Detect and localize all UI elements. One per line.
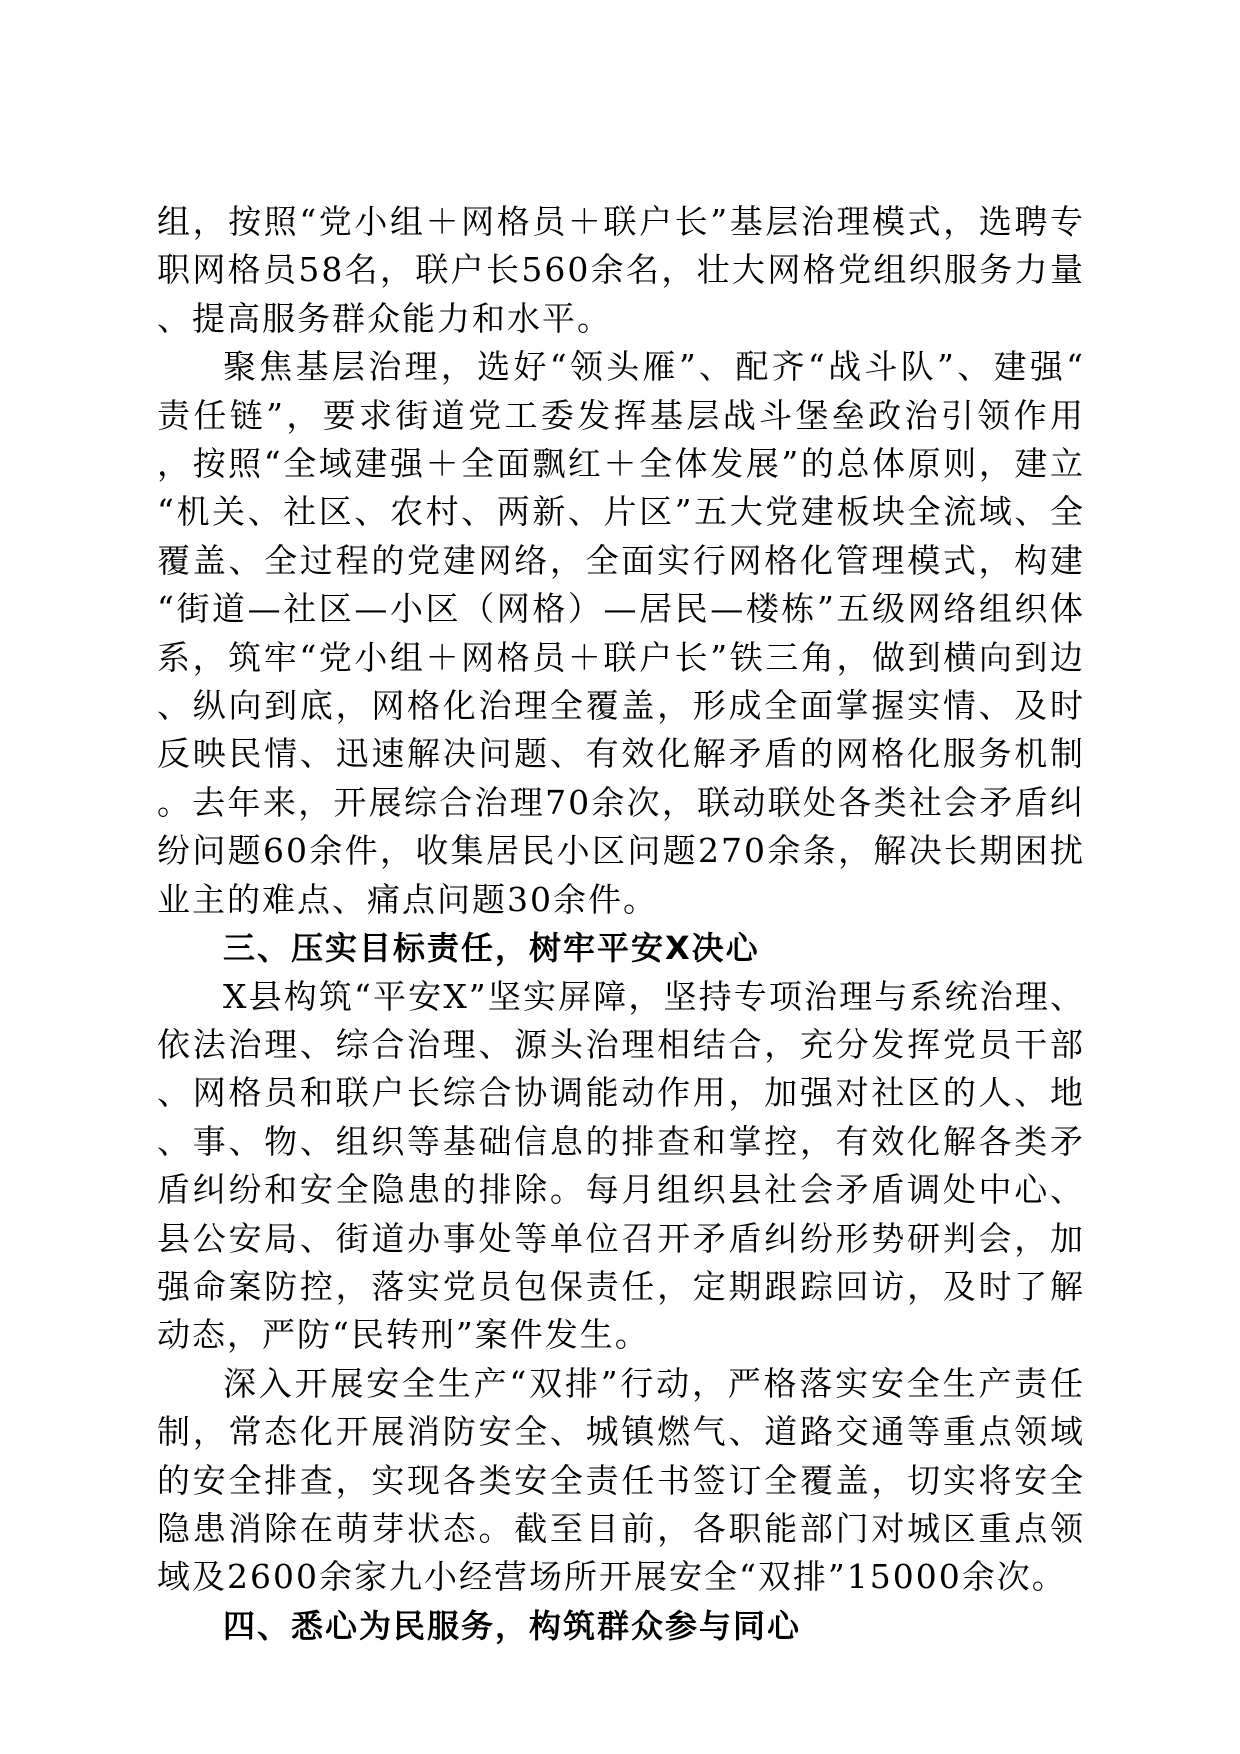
section-heading-three: 三、压实目标责任，树牢平安X决心 [223, 929, 760, 968]
paragraph-continuation: 组，按照“党小组＋网格员＋联户长”基层治理模式，选聘专职网格员58名，联户长560余名，壮大网格党组织服务力量、提高服务群众能力和水平。 [157, 202, 1085, 338]
document-body [157, 198, 1085, 1650]
section-heading-four: 四、悉心为民服务，构筑群众参与同心 [223, 1606, 802, 1645]
paragraph-safety-production: 深入开展安全生产“双排”行动，严格落实安全生产责任制，常态化开展消防安全、城镇燃气、道路交通等重点领域的安全排查，实现各类安全责任书签订全覆盖，切实将安全隐患消除在萌芽状态。截至目前，各职能部门对城区重点领域及2600余家九小经营场所开展安全“双排”15000余次。 [157, 1363, 1085, 1597]
paragraph-safe-county: X县构筑“平安X”坚实屏障，坚持专项治理与系统治理、依法治理、综合治理、源头治理相结合，充分发挥党员干部、网格员和联户长综合协调能动作用，加强对社区的人、地、事、物、组织等基础信息的排查和掌控，有效化解各类矛盾纠纷和安全隐患的排除。每月组织县社会矛盾调处中心、县公安局、街道办事处等单位召开矛盾纠纷形势研判会，加强命案防控，落实党员包保责任，定期跟踪回访，及时了解动态，严防“民转刑”案件发生。 [157, 976, 1085, 1355]
paragraph-grassroots-governance: 聚焦基层治理，选好“领头雁”、配齐“战斗队”、建强“责任链”，要求街道党工委发挥基层战斗堡垒政治引领作用，按照“全域建强＋全面飘红＋全体发展”的总体原则，建立“机关、社区、农村、两新、片区”五大党建板块全流域、全覆盖、全过程的党建网络，全面实行网格化管理模式，构建“街道—社区—小区（网格）—居民—楼栋”五级网络组织体系，筑牢“党小组＋网格员＋联户长”铁三角，做到横向到边、纵向到底，网格化治理全覆盖，形成全面掌握实情、及时反映民情、迅速解决问题、有效化解矛盾的网格化服务机制。去年来，开展综合治理70余次，联动联处各类社会矛盾纠纷问题60余件，收集居民小区问题270余条，解决长期困扰业主的难点、痛点问题30余件。 [157, 347, 1085, 919]
